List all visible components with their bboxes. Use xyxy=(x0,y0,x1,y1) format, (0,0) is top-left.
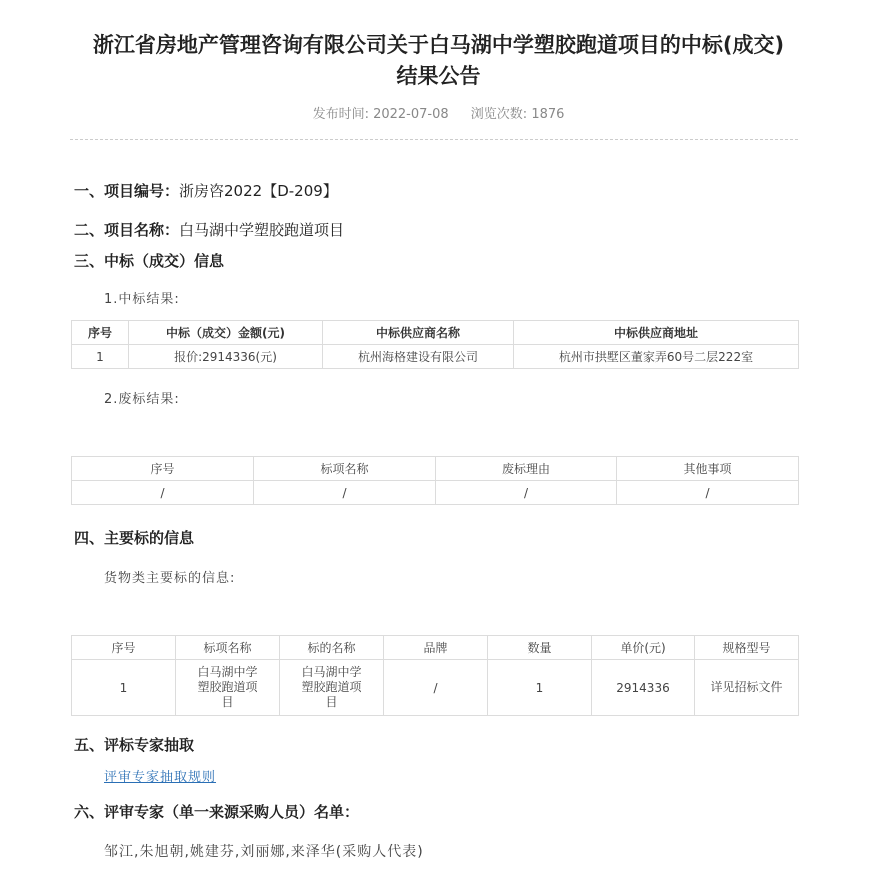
award-heading-text: 三、中标（成交）信息 xyxy=(74,252,225,270)
expert-rule-link[interactable]: 评审专家抽取规则 xyxy=(104,770,217,785)
table-header: 中标（成交）金额(元) xyxy=(129,321,323,345)
expert-draw-heading-text: 五、评标专家抽取 xyxy=(74,736,195,754)
article-meta xyxy=(0,103,877,122)
table-cell: / xyxy=(72,481,254,505)
table-header: 标项名称 xyxy=(176,636,280,660)
publish-date: 2022-07-08 xyxy=(373,107,449,122)
expert-names: 邹江,朱旭朝,姚建芬,刘丽娜,来泽华(采购人代表) xyxy=(104,844,424,860)
title-line-1: 浙江省房地产管理咨询有限公司关于白马湖中学塑胶跑道项目的中标(成交) xyxy=(92,33,785,57)
project-name-value: 白马湖中学塑胶跑道项目 xyxy=(179,221,345,239)
project-name-label: 二、项目名称： xyxy=(74,221,180,239)
views-value: 1876 xyxy=(531,107,565,122)
table-cell: 白马湖中学塑胶跑道项目 xyxy=(280,660,384,716)
table-cell: / xyxy=(436,481,617,505)
table-cell: 1 xyxy=(488,660,592,716)
section-expert-draw-heading xyxy=(74,734,194,755)
page-title xyxy=(0,30,877,92)
table-cell: / xyxy=(617,481,799,505)
views-label: 浏览次数: xyxy=(470,107,528,122)
goods-items-label: 货物类主要标的信息: xyxy=(104,571,236,586)
table-header: 单价(元) xyxy=(592,636,695,660)
table-header: 标的名称 xyxy=(280,636,384,660)
table-cell: 杭州海格建设有限公司 xyxy=(323,345,514,369)
section-main-items-heading xyxy=(74,527,194,548)
table-header: 序号 xyxy=(72,321,129,345)
award-result-table xyxy=(71,320,799,369)
section-award-heading xyxy=(74,250,224,271)
section-project-number xyxy=(74,180,338,201)
table-header: 序号 xyxy=(72,636,176,660)
failed-bid-label: 2.废标结果: xyxy=(104,392,180,407)
table-cell: / xyxy=(254,481,436,505)
table-header: 标项名称 xyxy=(254,457,436,481)
section-project-name xyxy=(74,219,344,240)
table-cell: 杭州市拱墅区董家弄60号二层222室 xyxy=(514,345,799,369)
divider xyxy=(70,139,798,140)
expert-list-heading-text: 六、评审专家（单一来源采购人员）名单： xyxy=(74,803,360,821)
table-header: 废标理由 xyxy=(436,457,617,481)
title-line-2: 结果公告 xyxy=(396,64,481,88)
publish-time xyxy=(313,107,449,122)
project-number-value: 浙房咨2022【D-209】 xyxy=(179,182,338,200)
table-cell: 1 xyxy=(72,345,129,369)
table-cell: 详见招标文件 xyxy=(695,660,799,716)
main-items-heading-text: 四、主要标的信息 xyxy=(74,529,195,547)
table-header: 规格型号 xyxy=(695,636,799,660)
table-cell: 报价:2914336(元) xyxy=(129,345,323,369)
project-number-label: 一、项目编号： xyxy=(74,182,180,200)
table-header: 中标供应商名称 xyxy=(323,321,514,345)
table-header-row xyxy=(72,321,799,345)
failed-bid-table xyxy=(71,456,799,505)
table-cell: 2914336 xyxy=(592,660,695,716)
expert-rule-link-wrap xyxy=(104,766,216,785)
table-cell: / xyxy=(384,660,488,716)
publish-label: 发布时间: xyxy=(312,107,369,122)
table-row xyxy=(72,345,799,369)
table-header: 中标供应商地址 xyxy=(514,321,799,345)
table-header: 序号 xyxy=(72,457,254,481)
table-header-row xyxy=(72,457,799,481)
award-result-label: 1.中标结果: xyxy=(104,292,180,307)
table-header: 数量 xyxy=(488,636,592,660)
table-cell: 白马湖中学塑胶跑道项目 xyxy=(176,660,280,716)
table-header-row xyxy=(72,636,799,660)
table-header: 品牌 xyxy=(384,636,488,660)
table-row xyxy=(72,660,799,716)
table-row xyxy=(72,481,799,505)
table-header: 其他事项 xyxy=(617,457,799,481)
table-cell: 1 xyxy=(72,660,176,716)
view-count xyxy=(471,107,565,122)
section-expert-list-heading xyxy=(74,801,359,822)
main-items-table xyxy=(71,635,799,716)
